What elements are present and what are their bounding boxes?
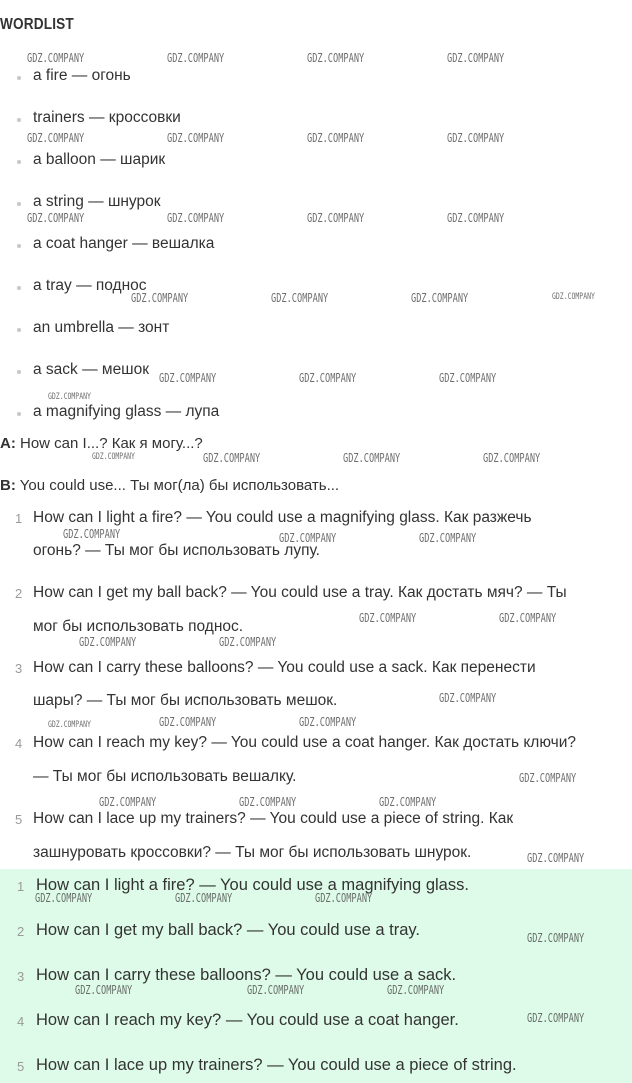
list-item: a balloon — шарик: [33, 151, 166, 168]
item-number: 1: [17, 879, 25, 894]
watermark: GDZ.COMPANY: [299, 371, 357, 385]
list-item: a coat hanger — вешалка: [33, 235, 215, 252]
exercise-line: How can I reach my key? — You could use a coat hanger. Как достать ключи?: [33, 734, 576, 751]
item-number: 1: [15, 511, 23, 526]
list-item: trainers — кроссовки: [33, 109, 181, 126]
speaker-b-label: B:: [0, 477, 16, 494]
watermark: GDZ.COMPANY: [315, 891, 373, 905]
watermark: GDZ.COMPANY: [48, 392, 91, 402]
watermark: GDZ.COMPANY: [203, 451, 261, 465]
item-number: 5: [17, 1059, 25, 1074]
watermark: GDZ.COMPANY: [359, 611, 417, 625]
watermark: GDZ.COMPANY: [167, 51, 225, 65]
item-number: 3: [15, 661, 23, 676]
speaker-a-label: A:: [0, 435, 16, 452]
exercise-line: How can I carry these balloons? — You could use a sack. Как перенести: [33, 659, 536, 676]
watermark: GDZ.COMPANY: [411, 291, 469, 305]
bullet: [17, 328, 21, 332]
bullet: [17, 412, 21, 416]
bullet: [17, 244, 21, 248]
watermark: GDZ.COMPANY: [519, 771, 577, 785]
answer-line: How can I light a fire? — You could use a magnifying glass.: [36, 876, 469, 894]
item-number: 3: [17, 969, 25, 984]
watermark: GDZ.COMPANY: [447, 211, 505, 225]
exercise-line: How can I light a fire? — You could use a magnifying glass. Как разжечь: [33, 509, 532, 526]
dialogue-a: [0, 435, 203, 452]
watermark: GDZ.COMPANY: [131, 291, 189, 305]
watermark: GDZ.COMPANY: [159, 371, 217, 385]
list-item: a fire — огонь: [33, 67, 131, 84]
watermark: GDZ.COMPANY: [48, 720, 91, 730]
watermark: GDZ.COMPANY: [447, 131, 505, 145]
watermark: GDZ.COMPANY: [167, 131, 225, 145]
bullet: [17, 202, 21, 206]
exercise-line: How can I get my ball back? — You could use a tray. Как достать мяч? — Ты: [33, 584, 567, 601]
bullet: [17, 118, 21, 122]
watermark: GDZ.COMPANY: [63, 527, 121, 541]
bullet: [17, 76, 21, 80]
watermark: GDZ.COMPANY: [99, 795, 157, 809]
watermark: GDZ.COMPANY: [279, 531, 337, 545]
speaker-b-text: You could use... Ты мог(ла) бы использовать...: [19, 477, 340, 494]
exercise-line: How can I lace up my trainers? — You could use a piece of string. Как: [33, 810, 514, 827]
watermark: GDZ.COMPANY: [307, 131, 365, 145]
watermark: GDZ.COMPANY: [239, 795, 297, 809]
watermark: GDZ.COMPANY: [159, 715, 217, 729]
watermark: GDZ.COMPANY: [483, 451, 541, 465]
watermark: GDZ.COMPANY: [499, 611, 557, 625]
item-number: 2: [17, 924, 25, 939]
watermark: GDZ.COMPANY: [552, 292, 595, 302]
watermark: GDZ.COMPANY: [343, 451, 401, 465]
list-item: a magnifying glass — лупа: [33, 403, 220, 420]
exercise-line: шары? — Ты мог бы использовать мешок.: [33, 692, 338, 709]
watermark: GDZ.COMPANY: [439, 691, 497, 705]
watermark: GDZ.COMPANY: [299, 715, 357, 729]
list-item: a tray — поднос: [33, 277, 147, 294]
watermark: GDZ.COMPANY: [439, 371, 497, 385]
exercise-line: огонь? — Ты мог бы использовать лупу.: [33, 542, 320, 559]
watermark: GDZ.COMPANY: [175, 891, 233, 905]
watermark: GDZ.COMPANY: [447, 51, 505, 65]
watermark: GDZ.COMPANY: [271, 291, 329, 305]
watermark: GDZ.COMPANY: [27, 211, 85, 225]
bullet: [17, 286, 21, 290]
item-number: 5: [15, 812, 23, 827]
watermark: GDZ.COMPANY: [27, 131, 85, 145]
exercise-line: мог бы использовать поднос.: [33, 618, 244, 635]
watermark: GDZ.COMPANY: [307, 51, 365, 65]
watermark: GDZ.COMPANY: [307, 211, 365, 225]
exercise-line: зашнуровать кроссовки? — Ты мог бы использовать шнурок.: [33, 844, 472, 861]
watermark: GDZ.COMPANY: [35, 891, 93, 905]
list-item: an umbrella — зонт: [33, 319, 170, 336]
watermark: GDZ.COMPANY: [419, 531, 477, 545]
watermark: GDZ.COMPANY: [527, 931, 585, 945]
watermark: GDZ.COMPANY: [167, 211, 225, 225]
answer-line: How can I carry these balloons? — You could use a sack.: [36, 966, 457, 984]
speaker-a-text: How can I...? Как я могу...?: [20, 435, 203, 452]
dialogue-b: [0, 477, 339, 494]
watermark: GDZ.COMPANY: [75, 983, 133, 997]
watermark: GDZ.COMPANY: [219, 635, 277, 649]
list-item: a sack — мешок: [33, 361, 150, 378]
watermark: GDZ.COMPANY: [527, 1011, 585, 1025]
bullet: [17, 370, 21, 374]
item-number: 2: [15, 586, 23, 601]
watermark: GDZ.COMPANY: [247, 983, 305, 997]
watermark: GDZ.COMPANY: [387, 983, 445, 997]
watermark: GDZ.COMPANY: [79, 635, 137, 649]
bullet: [17, 160, 21, 164]
watermark: GDZ.COMPANY: [527, 851, 585, 865]
list-item: a string — шнурок: [33, 193, 161, 210]
item-number: 4: [17, 1014, 25, 1029]
watermark: GDZ.COMPANY: [92, 452, 135, 462]
answer-line: How can I lace up my trainers? — You could use a piece of string.: [36, 1056, 517, 1074]
answer-line: How can I reach my key? — You could use a coat hanger.: [36, 1011, 459, 1029]
watermark: GDZ.COMPANY: [379, 795, 437, 809]
answer-line: How can I get my ball back? — You could use a tray.: [36, 921, 420, 939]
watermark: GDZ.COMPANY: [27, 51, 85, 65]
exercise-line: — Ты мог бы использовать вешалку.: [33, 768, 297, 785]
section-title: WORDLIST: [0, 16, 74, 33]
item-number: 4: [15, 736, 23, 751]
